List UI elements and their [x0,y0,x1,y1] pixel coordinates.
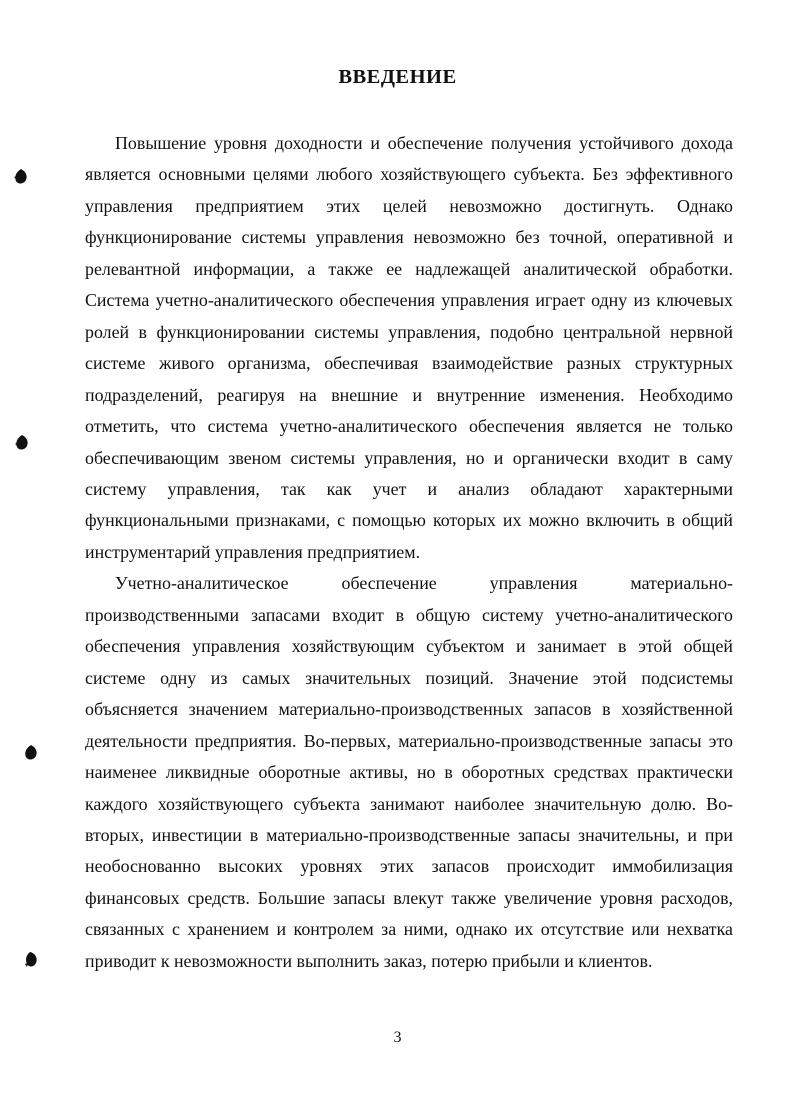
binding-hole-mark [23,951,39,969]
document-title: ВВЕДЕНИЕ [338,66,457,88]
binding-hole-mark [23,744,39,762]
binding-hole-mark [14,434,30,452]
binding-hole-mark [13,168,29,186]
paragraph: Учетно-аналитическое обеспечение управления материально-производственными запасами входит в общую систему учетно-аналитического обеспечения управления хозяйствующим субъектом и занимает в этой общей системе одну из самых значительных позиций. Значение этой подсистемы объясняется значением материально-производственных запасов в хозяйственной деятельности предприятия. Во-первых, материально-производственные запасы это наименее ликвидные оборотные активы, но в оборотных средствах практически каждого хозяйствующего субъекта занимают наиболее значительную долю. Во-вторых, инвестиции в материально-производственные запасы значительны, и при необоснованно высоких уровнях этих запасов происходит иммобилизация финансовых средств. Большие запасы влекут также увеличение уровня расходов, связанных с хранением и контролем за ними, однако их отсутствие или нехватка приводит к невозможности выполнить заказ, потерю прибыли и клиентов. [85,573,733,971]
paragraph: Повышение уровня доходности и обеспечение получения устойчивого дохода является основными целями любого хозяйствующего субъекта. Без эффективного управления предприятием этих целей невозможно достигнуть. Однако функционирование системы управления невозможно без точной, оперативной и релевантной информации, а также ее надлежащей аналитической обработки. Система учетно-аналитического обеспечения управления играет одну из ключевых ролей в функционировании системы управления, подобно центральной нервной системе живого организма, обеспечивая взаимодействие разных структурных подразделений, реагируя на внешние и внутренние изменения. Необходимо отметить, что система учетно-аналитического обеспечения является не только обеспечивающим звеном системы управления, но и органически входит в саму систему управления, так как учет и анализ обладают характерными функциональными признаками, с помощью которых их можно включить в общий инструментарий управления предприятием. [85,133,733,562]
page-number: 3 [393,1029,402,1046]
document-body [85,128,733,977]
